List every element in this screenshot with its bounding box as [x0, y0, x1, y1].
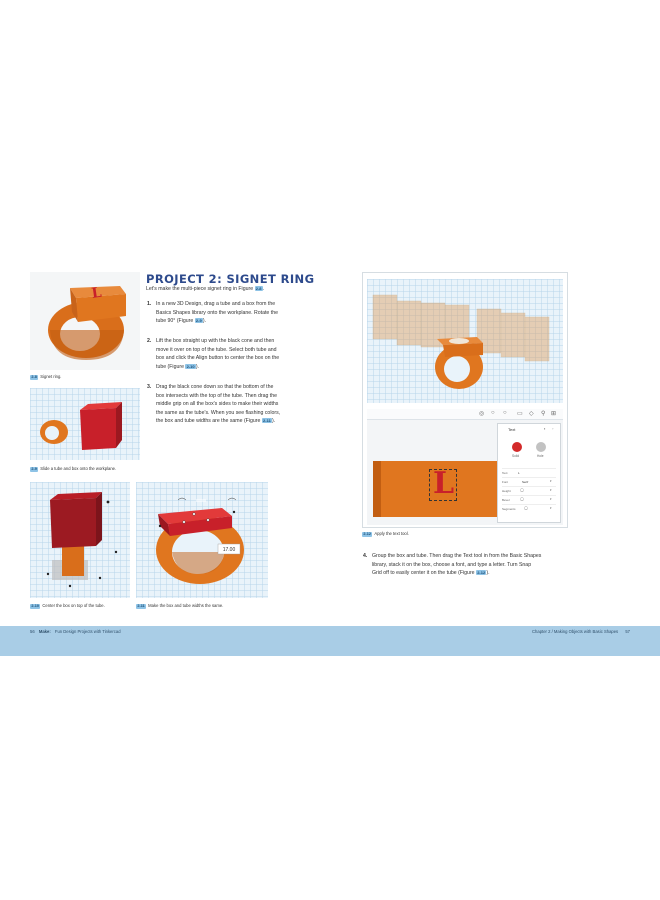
mirror-icon[interactable]: ⚲: [541, 411, 546, 417]
ungroup-icon[interactable]: ⊞: [551, 411, 557, 417]
inspector-row: Text L: [502, 468, 556, 477]
bulb-icon[interactable]: ◦: [552, 426, 554, 431]
figure-signet-ring: [30, 272, 140, 370]
hole-label: Hole: [537, 454, 544, 458]
figure-reference: 2-12: [477, 570, 486, 576]
figure-reference: 2-11: [263, 418, 271, 424]
font-select[interactable]: Serif: [522, 480, 529, 484]
figure-caption: 2-12 Apply the text tool.: [363, 531, 409, 536]
inspector-row: Segments ◯ ▾: [502, 504, 556, 513]
project-intro: Let's make the multi-piece signet ring in Figure 2-8.: [146, 286, 265, 292]
notes-icon[interactable]: ○: [503, 410, 507, 416]
figure-apply-text: [362, 272, 568, 528]
figure-caption: 2-10 Center the box on top of the tube.: [31, 603, 105, 608]
light-bulb-icon[interactable]: ◎: [479, 411, 485, 417]
step-1: 1. In a new 3D Design, drag a tube and a box from the Basics Shapes library onto the workplane. Rotate the tube 90° (Figure 2-9).: [147, 301, 278, 325]
figure-reference: 2-8: [255, 286, 262, 291]
inspector-row: Height ◯ ▾: [502, 486, 556, 495]
figure-tag: 2-10: [31, 604, 39, 608]
page-number-right: 57: [625, 629, 630, 634]
chevron-down-icon: ▾: [550, 506, 552, 510]
project-title: PROJECT 2: SIGNET RING: [146, 272, 315, 286]
inspector-row: Bevel ◯ ▾: [502, 495, 556, 504]
figure-caption: 2-9 Slide a tube and box onto the workplane.: [31, 466, 117, 471]
figure-reference: 2-9: [195, 318, 202, 324]
figure-tube-and-box: [30, 388, 140, 460]
bevel-slider[interactable]: ◯: [520, 497, 524, 501]
figure-tag: 2-12: [363, 532, 371, 536]
ruler-icon[interactable]: ○: [491, 410, 495, 416]
solid-label: Solid: [512, 454, 520, 458]
svg-text:L: L: [90, 284, 103, 302]
solid-swatch[interactable]: [512, 442, 522, 452]
step-3: 3. Drag the black cone down so that the bottom of the box intersects with the top of the tube. Then drag the middle grip on all the box's sides to make their widths the same as the tube's. When you see flashing colors, the box and tube widths are the same (Figure 2-11).: [147, 384, 281, 425]
lock-icon[interactable]: ▪: [544, 426, 546, 431]
chevron-down-icon: ▾: [550, 488, 552, 492]
footer-left: [30, 629, 121, 634]
figure-reference: 2-10: [186, 363, 195, 369]
editor-toolbar: [367, 409, 563, 420]
editor-area: [367, 409, 563, 525]
ring-letter: L: [433, 466, 455, 501]
inspector-row: Font Serif ▾: [502, 477, 556, 486]
page-number-left: 56: [30, 629, 35, 634]
figure-center-box: [30, 482, 130, 598]
workpiece-view: [373, 461, 507, 517]
figure-tag: 2-8: [31, 375, 37, 379]
footer-chapter: Chapter 2 / Making Objects with Basic Shapes: [532, 629, 619, 634]
align-icon[interactable]: ▭: [517, 411, 523, 417]
footer-brand: Make:: [38, 629, 51, 634]
shape-inspector: [497, 423, 561, 523]
height-slider[interactable]: ◯: [520, 488, 524, 492]
step-4: 4. Group the box and tube. Then drag the Text tool in from the Basic Shapes library, stack it on the box, choose a font, and type a letter. Turn Snap Grid off to easily center it on the tube (Figure 2-12).: [363, 553, 542, 577]
figure-tag: 2-9: [31, 467, 37, 471]
hole-swatch[interactable]: [536, 442, 546, 452]
segments-slider[interactable]: ◯: [524, 506, 528, 510]
footer-book-title: Fun Design Projects with Tinkercad: [54, 629, 121, 634]
figure-tag: 2-11: [137, 604, 145, 608]
figure-caption: 2-8 Signet ring.: [31, 374, 62, 379]
inspector-title: Text: [508, 427, 516, 432]
chevron-down-icon: ▾: [550, 479, 552, 483]
figure-caption: 2-11 Make the box and tube widths the same.: [137, 603, 224, 608]
dimension-label: 17.00: [222, 547, 236, 553]
footer-right: [532, 629, 630, 634]
selection-box: [429, 466, 457, 501]
step-2: 2. Lift the box straight up with the black cone and then move it over on top of the tube. Select both tube and box and click the Align button to center the box on the tube (Figure 2-10).: [147, 338, 280, 370]
viewport-3d: [367, 279, 563, 403]
figure-match-widths: [136, 482, 268, 598]
group-icon[interactable]: ◇: [529, 411, 534, 417]
text-field[interactable]: L: [518, 471, 520, 475]
chevron-down-icon: ▾: [550, 497, 552, 501]
